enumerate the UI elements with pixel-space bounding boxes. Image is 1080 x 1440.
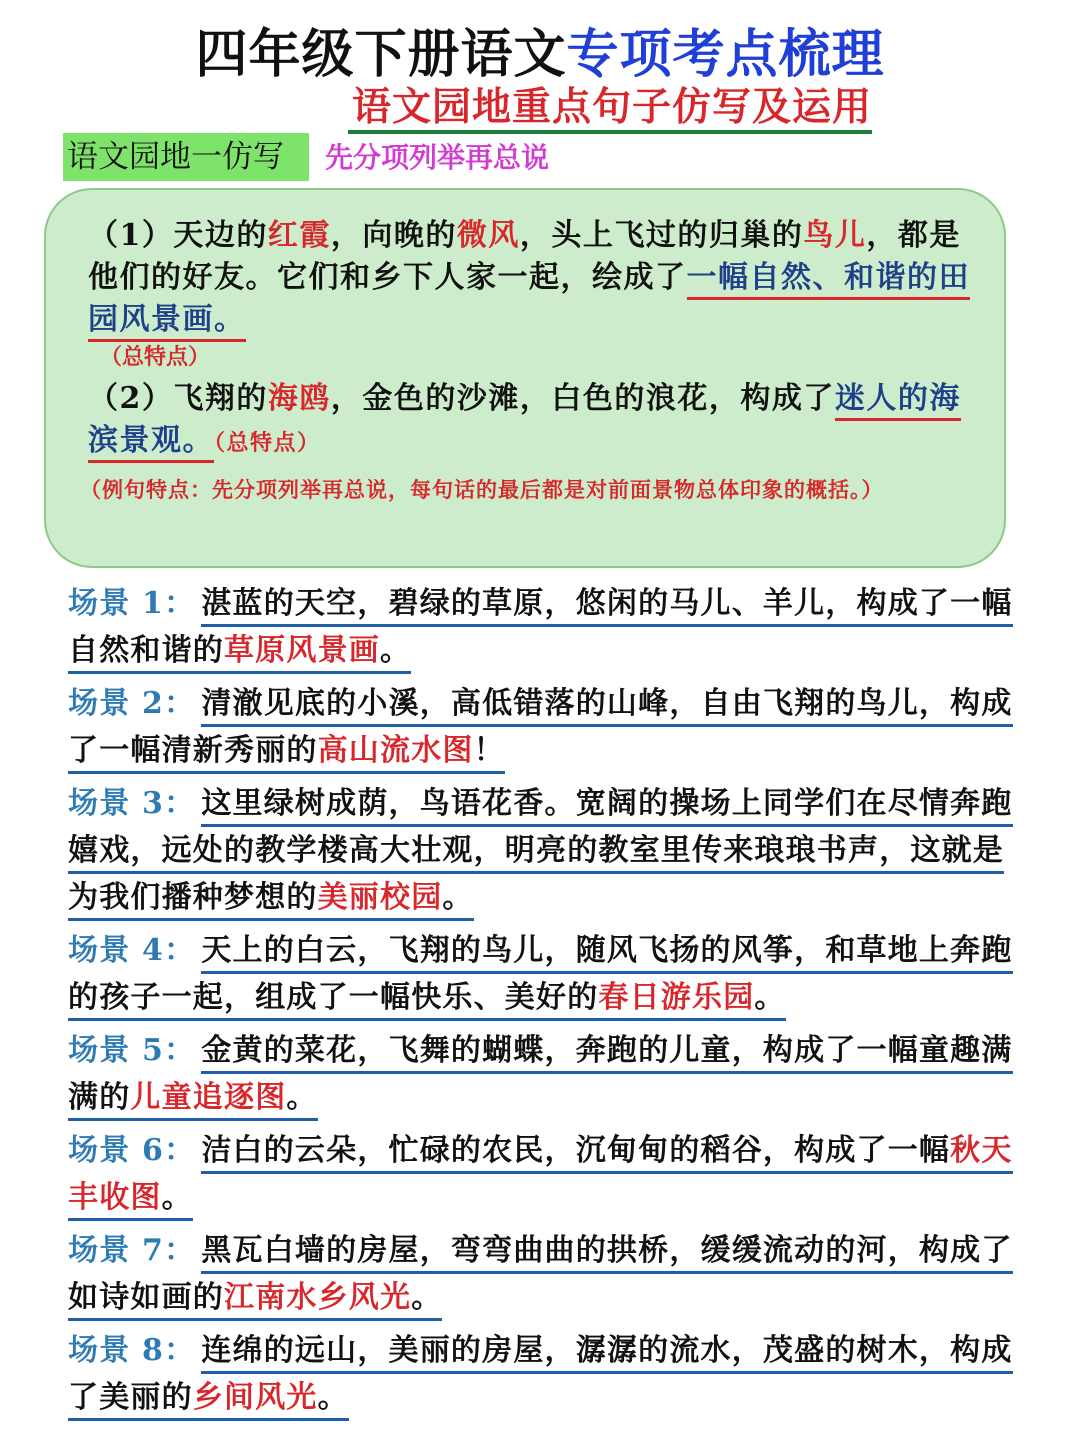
example-remark: （例句特点：先分项列举再总说，每句话的最后都是对前面景物总体印象的概括。） xyxy=(80,477,884,502)
scene-item xyxy=(68,1127,1018,1221)
example-2 xyxy=(88,378,978,464)
scene-label: 场景 7： xyxy=(68,1233,196,1268)
scene-highlight: 美丽校园 xyxy=(317,880,443,915)
example-1-keyword-1: 红霞 xyxy=(267,218,331,253)
example-1-text-a: 天边的 xyxy=(173,218,268,253)
scene-text xyxy=(68,933,1013,1021)
example-1 xyxy=(88,215,978,341)
example-1-text-e: ，头上飞过的归巢的 xyxy=(519,218,804,253)
scene-text xyxy=(68,1333,1013,1421)
scene-end: 。 xyxy=(380,633,412,668)
scene-highlight: 乡间风光 xyxy=(192,1380,318,1415)
scene-label: 场景 3： xyxy=(68,786,196,821)
scene-label: 场景 4： xyxy=(68,933,196,968)
example-2-text-a: 飞翔的 xyxy=(173,381,268,416)
example-2-note: （总特点） xyxy=(214,430,321,456)
example-1-keyword-2: 微风 xyxy=(456,218,520,253)
title-part-2: 专项考点梳理 xyxy=(566,25,885,85)
scene-text xyxy=(68,1033,1013,1121)
example-1-note-text: （总特点） xyxy=(100,344,211,370)
example-1-text-c: ，向晚的 xyxy=(330,218,457,253)
page-title xyxy=(0,22,1080,88)
scene-body: 黑瓦白墙的房屋，弯弯曲曲的拱桥，缓缓流动的河，构成了如诗如画的 xyxy=(68,1233,1013,1315)
scene-text xyxy=(68,686,1013,774)
scene-end: 。 xyxy=(161,1180,193,1215)
scene-item xyxy=(68,1227,1018,1321)
example-2-keyword: 海鸥 xyxy=(267,381,331,416)
scene-text xyxy=(68,586,1013,674)
scene-highlight: 儿童追逐图 xyxy=(130,1080,287,1115)
scene-item xyxy=(68,680,1018,774)
scene-end: 。 xyxy=(286,1080,318,1115)
scene-end: 。 xyxy=(754,980,786,1015)
scene-highlight: 草原风景画 xyxy=(224,633,380,668)
scene-item xyxy=(68,580,1018,674)
scene-list xyxy=(68,580,1018,1427)
scene-label: 场景 5： xyxy=(68,1033,196,1068)
scene-item xyxy=(68,927,1018,1021)
scene-highlight: 高山流水图 xyxy=(317,733,474,768)
scene-label: 场景 8： xyxy=(68,1333,196,1368)
scene-label: 场景 1： xyxy=(68,586,196,621)
scene-body: 清澈见底的小溪，高低错落的山峰，自由飞翔的鸟儿，构成了一幅清新秀丽的 xyxy=(68,686,1013,768)
example-2-number: （2） xyxy=(88,381,174,416)
scene-body: 洁白的云朵，忙碌的农民，沉甸甸的稻谷，构成了一幅 xyxy=(201,1133,951,1168)
scene-label: 场景 2： xyxy=(68,686,196,721)
example-1-text-g: ，都是他们的好友。它们和乡下人家一起，绘成了 xyxy=(88,218,961,295)
scene-body: 这里绿树成荫，鸟语花香。宽阔的操场上同学们在尽情奔跑嬉戏，远处的教学楼高大壮观，明亮的教室里传来琅琅书声，这就是为我们播种梦想的 xyxy=(68,786,1013,915)
scene-body: 天上的白云，飞翔的鸟儿，随风飞扬的风筝，和草地上奔跑的孩子一起，组成了一幅快乐、美好的 xyxy=(68,933,1013,1015)
scene-text xyxy=(68,1133,1013,1221)
scene-end: 。 xyxy=(411,1280,443,1315)
scene-highlight: 春日游乐园 xyxy=(598,980,755,1015)
scene-highlight: 秋天丰收图 xyxy=(68,1133,1013,1215)
scene-body: 湛蓝的天空，碧绿的草原，悠闲的马儿、羊儿，构成了一幅自然和谐的 xyxy=(68,586,1013,668)
scene-end: 。 xyxy=(442,880,474,915)
subtitle-block xyxy=(348,84,872,134)
scene-end: ！ xyxy=(473,733,505,768)
scene-label: 场景 6： xyxy=(68,1133,196,1168)
scene-end: 。 xyxy=(317,1380,349,1415)
example-1-keyword-3: 鸟儿 xyxy=(803,218,867,253)
scene-item xyxy=(68,1327,1018,1421)
scene-body: 金黄的菜花，飞舞的蝴蝶，奔跑的儿童，构成了一幅童趣满满的 xyxy=(68,1033,1013,1115)
scene-text xyxy=(68,786,1013,921)
subtitle: 语文园地重点句子仿写及运用 xyxy=(352,85,873,130)
example-2-text-c: ，金色的沙滩，白色的浪花，构成了 xyxy=(330,381,835,416)
scene-highlight: 江南水乡风光 xyxy=(224,1280,412,1315)
example-2-summary: 迷人的海滨景观。 xyxy=(88,381,961,463)
scene-item xyxy=(68,780,1018,921)
section-hint: 先分项列举再总说 xyxy=(325,141,550,174)
section-tag: 语文园地一仿写 xyxy=(63,133,309,181)
scene-body: 连绵的远山，美丽的房屋，潺潺的流水，茂盛的树木，构成了美丽的 xyxy=(68,1333,1013,1415)
example-1-note xyxy=(100,340,210,375)
scene-item xyxy=(68,1027,1018,1121)
example-1-summary: 一幅自然、和谐的田园风景画。 xyxy=(88,260,970,342)
scene-text xyxy=(68,1233,1013,1321)
title-part-1: 四年级下册语文 xyxy=(195,25,567,85)
example-1-number: （1） xyxy=(88,218,174,253)
